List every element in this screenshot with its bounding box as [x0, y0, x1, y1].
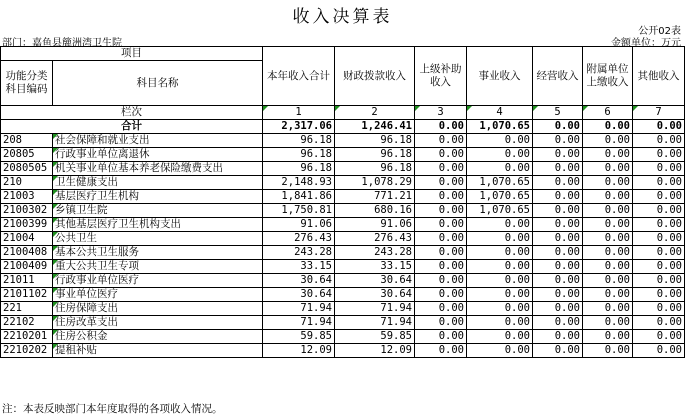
amount-cell: 0.00 — [583, 204, 633, 218]
function-code-cell — [1, 190, 53, 204]
subject-name-cell — [53, 176, 263, 190]
subject-name-text: 事业单位医疗 — [55, 288, 118, 300]
amount-cell: 91.06 — [335, 218, 415, 232]
amount-cell: 0.00 — [583, 176, 633, 190]
amount-cell: 0.00 — [533, 204, 583, 218]
amount-cell: 91.06 — [263, 218, 335, 232]
header-subject-name: 科目名称 — [53, 61, 263, 106]
amount-cell: 0.00 — [533, 316, 583, 330]
amount-cell: 30.64 — [263, 274, 335, 288]
amount-cell: 0.00 — [467, 134, 533, 148]
amount-cell: 30.64 — [335, 274, 415, 288]
amount-cell: 59.85 — [335, 330, 415, 344]
amount-cell: 0.00 — [533, 344, 583, 358]
function-code-text: 22102 — [3, 316, 35, 328]
amount-cell: 12.09 — [263, 344, 335, 358]
header-business-income: 事业收入 — [467, 47, 533, 106]
cell-marker-icon — [53, 302, 58, 307]
amount-cell: 0.00 — [583, 134, 633, 148]
amount-cell: 0.00 — [533, 190, 583, 204]
footnote: 注：本表反映部门本年度取得的各项收入情况。 — [2, 403, 223, 415]
cell-marker-icon — [583, 106, 588, 111]
amount-cell: 0.00 — [467, 246, 533, 260]
cell-marker-icon — [53, 246, 58, 251]
subject-name-cell — [53, 204, 263, 218]
amount-cell: 96.18 — [335, 148, 415, 162]
amount-cell: 0.00 — [583, 190, 633, 204]
table-row — [1, 288, 685, 302]
amount-cell: 0.00 — [633, 232, 685, 246]
amount-cell: 0.00 — [533, 232, 583, 246]
amount-cell: 0.00 — [533, 218, 583, 232]
amount-cell: 71.94 — [335, 302, 415, 316]
amount-cell: 0.00 — [583, 162, 633, 176]
amount-cell: 71.94 — [263, 302, 335, 316]
subject-name-text: 其他基层医疗卫生机构支出 — [55, 218, 181, 230]
function-code-cell — [1, 204, 53, 218]
cell-marker-icon — [335, 106, 340, 111]
cell-marker-icon — [53, 330, 58, 335]
amount-cell: 0.00 — [633, 162, 685, 176]
cell-marker-icon — [263, 106, 268, 111]
amount-cell: 0.00 — [533, 148, 583, 162]
column-index-text: 1 — [295, 106, 302, 118]
function-code-cell — [1, 218, 53, 232]
amount-cell: 0.00 — [533, 246, 583, 260]
function-code-text: 221 — [3, 302, 22, 314]
function-code-cell — [1, 274, 53, 288]
amount-cell: 0.00 — [415, 232, 467, 246]
subject-name-cell — [53, 302, 263, 316]
subject-name-cell — [53, 232, 263, 246]
amount-cell: 0.00 — [633, 190, 685, 204]
amount-cell: 0.00 — [415, 344, 467, 358]
amount-cell: 59.85 — [263, 330, 335, 344]
subject-name-text: 提租补贴 — [55, 344, 97, 356]
amount-cell: 0.00 — [415, 190, 467, 204]
header-function-code: 功能分类科目编码 — [1, 61, 53, 106]
amount-cell: 0.00 — [415, 204, 467, 218]
cell-marker-icon — [53, 232, 58, 237]
cell-marker-icon — [415, 106, 420, 111]
amount-cell: 0.00 — [583, 274, 633, 288]
cell-marker-icon — [53, 260, 58, 265]
table-row — [1, 162, 685, 176]
subject-name-text: 乡镇卫生院 — [55, 204, 108, 216]
amount-cell: 0.00 — [415, 330, 467, 344]
table-row — [1, 232, 685, 246]
amount-cell: 0.00 — [467, 232, 533, 246]
amount-cell: 1,750.81 — [263, 204, 335, 218]
cell-marker-icon — [467, 106, 472, 111]
column-index-text: 4 — [496, 106, 503, 118]
amount-cell: 0.00 — [633, 260, 685, 274]
subject-name-text: 公共卫生 — [55, 232, 97, 244]
amount-cell: 0.00 — [467, 162, 533, 176]
function-code-cell — [1, 316, 53, 330]
column-index-cell — [335, 106, 415, 120]
amount-cell: 2,148.93 — [263, 176, 335, 190]
total-value-cell: 0.00 — [633, 120, 685, 134]
function-code-text: 2080505 — [3, 162, 48, 174]
table-row — [1, 330, 685, 344]
amount-cell: 0.00 — [467, 316, 533, 330]
function-code-text: 2210201 — [3, 330, 48, 342]
function-code-cell — [1, 288, 53, 302]
function-code-cell — [1, 176, 53, 190]
amount-cell: 0.00 — [583, 218, 633, 232]
amount-cell: 243.28 — [335, 246, 415, 260]
subject-name-cell — [53, 246, 263, 260]
amount-cell: 0.00 — [415, 302, 467, 316]
total-label: 合计 — [1, 120, 263, 134]
amount-cell: 0.00 — [533, 134, 583, 148]
amount-cell: 96.18 — [263, 148, 335, 162]
amount-cell: 0.00 — [583, 344, 633, 358]
column-index-cell — [263, 106, 335, 120]
function-code-cell — [1, 246, 53, 260]
cell-marker-icon — [53, 134, 58, 139]
table-row — [1, 148, 685, 162]
amount-cell: 0.00 — [583, 246, 633, 260]
function-code-text: 2100399 — [3, 218, 48, 230]
header-upper-subsidy: 上级补助收入 — [415, 47, 467, 106]
cell-marker-icon — [53, 204, 58, 209]
table-row — [1, 246, 685, 260]
amount-cell: 96.18 — [263, 134, 335, 148]
table-row — [1, 302, 685, 316]
amount-cell: 0.00 — [533, 330, 583, 344]
function-code-cell — [1, 344, 53, 358]
cell-marker-icon — [633, 106, 638, 111]
amount-unit-label: 金额单位：万元 — [611, 38, 681, 49]
amount-cell: 0.00 — [633, 148, 685, 162]
function-code-cell — [1, 148, 53, 162]
amount-cell: 30.64 — [335, 288, 415, 302]
amount-cell: 0.00 — [467, 148, 533, 162]
subject-name-text: 卫生健康支出 — [55, 176, 118, 188]
amount-cell: 0.00 — [467, 218, 533, 232]
amount-cell: 0.00 — [415, 260, 467, 274]
amount-cell: 0.00 — [533, 288, 583, 302]
amount-cell: 71.94 — [335, 316, 415, 330]
income-table — [0, 46, 685, 358]
report-title: 收入决算表 — [292, 7, 393, 27]
amount-cell: 96.18 — [263, 162, 335, 176]
amount-cell: 0.00 — [633, 176, 685, 190]
total-value-cell: 0.00 — [583, 120, 633, 134]
amount-cell: 0.00 — [633, 330, 685, 344]
table-row — [1, 176, 685, 190]
table-row — [1, 344, 685, 358]
amount-cell: 33.15 — [335, 260, 415, 274]
amount-cell: 0.00 — [633, 218, 685, 232]
amount-cell: 0.00 — [633, 204, 685, 218]
function-code-text: 21011 — [3, 274, 35, 286]
amount-cell: 0.00 — [467, 288, 533, 302]
column-index-text: 6 — [604, 106, 611, 118]
total-value-cell: 0.00 — [533, 120, 583, 134]
function-code-cell — [1, 162, 53, 176]
function-code-text: 20805 — [3, 148, 35, 160]
header-project: 项目 — [1, 47, 263, 61]
total-value-cell: 2,317.06 — [263, 120, 335, 134]
column-index-label: 栏次 — [1, 106, 263, 120]
subject-name-text: 行政事业单位离退休 — [55, 148, 150, 160]
amount-cell: 243.28 — [263, 246, 335, 260]
amount-cell: 1,070.65 — [467, 204, 533, 218]
cell-marker-icon — [53, 148, 58, 153]
amount-cell: 680.16 — [335, 204, 415, 218]
column-index-text: 3 — [437, 106, 444, 118]
amount-cell: 30.64 — [263, 288, 335, 302]
header-total-income: 本年收入合计 — [263, 47, 335, 106]
column-index-text: 7 — [655, 106, 662, 118]
function-code-cell — [1, 302, 53, 316]
function-code-text: 2210202 — [3, 344, 48, 356]
amount-cell: 1,841.86 — [263, 190, 335, 204]
subject-name-cell — [53, 288, 263, 302]
amount-cell: 0.00 — [583, 232, 633, 246]
amount-cell: 71.94 — [263, 316, 335, 330]
subject-name-text: 基层医疗卫生机构 — [55, 190, 139, 202]
cell-marker-icon — [53, 344, 58, 349]
function-code-text: 210 — [3, 176, 22, 188]
total-value-cell: 1,070.65 — [467, 120, 533, 134]
amount-cell: 0.00 — [415, 246, 467, 260]
amount-cell: 0.00 — [415, 162, 467, 176]
amount-cell: 0.00 — [583, 288, 633, 302]
subject-name-cell — [53, 274, 263, 288]
total-value-cell: 0.00 — [415, 120, 467, 134]
amount-cell: 0.00 — [467, 260, 533, 274]
subject-name-text: 社会保障和就业支出 — [55, 134, 150, 146]
column-index-cell — [533, 106, 583, 120]
table-row — [1, 260, 685, 274]
table-row — [1, 274, 685, 288]
amount-cell: 0.00 — [533, 302, 583, 316]
amount-cell: 0.00 — [415, 148, 467, 162]
subject-name-cell — [53, 330, 263, 344]
column-index-cell — [467, 106, 533, 120]
subject-name-cell — [53, 260, 263, 274]
subject-name-cell — [53, 218, 263, 232]
function-code-text: 2100408 — [3, 246, 48, 258]
subject-name-cell — [53, 162, 263, 176]
function-code-cell — [1, 330, 53, 344]
subject-name-text: 住房保障支出 — [55, 302, 118, 314]
subject-name-cell — [53, 148, 263, 162]
amount-cell: 771.21 — [335, 190, 415, 204]
subject-name-text: 住房公积金 — [55, 330, 108, 342]
function-code-cell — [1, 232, 53, 246]
amount-cell: 276.43 — [263, 232, 335, 246]
cell-marker-icon — [53, 176, 58, 181]
amount-cell: 0.00 — [533, 260, 583, 274]
column-index-row — [1, 106, 685, 120]
amount-cell: 0.00 — [633, 274, 685, 288]
table-row — [1, 316, 685, 330]
cell-marker-icon — [53, 218, 58, 223]
department-label: 部门：嘉鱼县簰洲湾卫生院 — [2, 38, 122, 49]
amount-cell: 0.00 — [583, 330, 633, 344]
amount-cell: 96.18 — [335, 134, 415, 148]
amount-cell: 0.00 — [633, 134, 685, 148]
subject-name-cell — [53, 134, 263, 148]
amount-cell: 0.00 — [415, 218, 467, 232]
amount-cell: 96.18 — [335, 162, 415, 176]
function-code-text: 2101102 — [3, 288, 48, 300]
amount-cell: 0.00 — [415, 288, 467, 302]
amount-cell: 0.00 — [633, 302, 685, 316]
function-code-text: 2100302 — [3, 204, 48, 216]
table-row — [1, 134, 685, 148]
cell-marker-icon — [53, 274, 58, 279]
cell-marker-icon — [53, 288, 58, 293]
header-row-project — [1, 47, 685, 61]
amount-cell: 1,078.29 — [335, 176, 415, 190]
amount-cell: 0.00 — [467, 330, 533, 344]
header-affiliate-income: 附属单位上缴收入 — [583, 47, 633, 106]
subject-name-text: 机关事业单位基本养老保险缴费支出 — [55, 162, 223, 174]
amount-cell: 0.00 — [533, 274, 583, 288]
amount-cell: 1,070.65 — [467, 190, 533, 204]
amount-cell: 0.00 — [633, 288, 685, 302]
total-row — [1, 120, 685, 134]
header-operation-income: 经营收入 — [533, 47, 583, 106]
amount-cell: 0.00 — [583, 260, 633, 274]
amount-cell: 1,070.65 — [467, 176, 533, 190]
table-row — [1, 190, 685, 204]
total-value-cell: 1,246.41 — [335, 120, 415, 134]
subject-name-cell — [53, 190, 263, 204]
amount-cell: 0.00 — [415, 274, 467, 288]
amount-cell: 0.00 — [415, 316, 467, 330]
cell-marker-icon — [53, 162, 58, 167]
function-code-text: 21004 — [3, 232, 35, 244]
table-row — [1, 204, 685, 218]
amount-cell: 276.43 — [335, 232, 415, 246]
column-index-cell — [633, 106, 685, 120]
amount-cell: 33.15 — [263, 260, 335, 274]
function-code-cell — [1, 134, 53, 148]
column-index-cell — [415, 106, 467, 120]
amount-cell: 0.00 — [467, 344, 533, 358]
form-number: 公开02表 — [638, 26, 681, 37]
function-code-cell — [1, 260, 53, 274]
subject-name-text: 基本公共卫生服务 — [55, 246, 139, 258]
amount-cell: 0.00 — [415, 134, 467, 148]
amount-cell: 12.09 — [335, 344, 415, 358]
amount-cell: 0.00 — [533, 176, 583, 190]
amount-cell: 0.00 — [467, 302, 533, 316]
function-code-text: 208 — [3, 134, 22, 146]
amount-cell: 0.00 — [633, 246, 685, 260]
amount-cell: 0.00 — [415, 176, 467, 190]
amount-cell: 0.00 — [583, 148, 633, 162]
column-index-text: 2 — [371, 106, 378, 118]
function-code-text: 21003 — [3, 190, 35, 202]
table-row — [1, 218, 685, 232]
amount-cell: 0.00 — [533, 162, 583, 176]
function-code-text: 2100409 — [3, 260, 48, 272]
amount-cell: 0.00 — [583, 316, 633, 330]
amount-cell: 0.00 — [583, 302, 633, 316]
subject-name-cell — [53, 316, 263, 330]
amount-cell: 0.00 — [633, 316, 685, 330]
subject-name-text: 行政事业单位医疗 — [55, 274, 139, 286]
column-index-text: 5 — [554, 106, 561, 118]
amount-cell: 0.00 — [633, 344, 685, 358]
header-other-income: 其他收入 — [633, 47, 685, 106]
column-index-cell — [583, 106, 633, 120]
amount-cell: 0.00 — [467, 274, 533, 288]
header-fiscal-income: 财政拨款收入 — [335, 47, 415, 106]
cell-marker-icon — [53, 316, 58, 321]
subject-name-text: 重大公共卫生专项 — [55, 260, 139, 272]
cell-marker-icon — [533, 106, 538, 111]
subject-name-text: 住房改革支出 — [55, 316, 118, 328]
subject-name-cell — [53, 344, 263, 358]
cell-marker-icon — [53, 190, 58, 195]
